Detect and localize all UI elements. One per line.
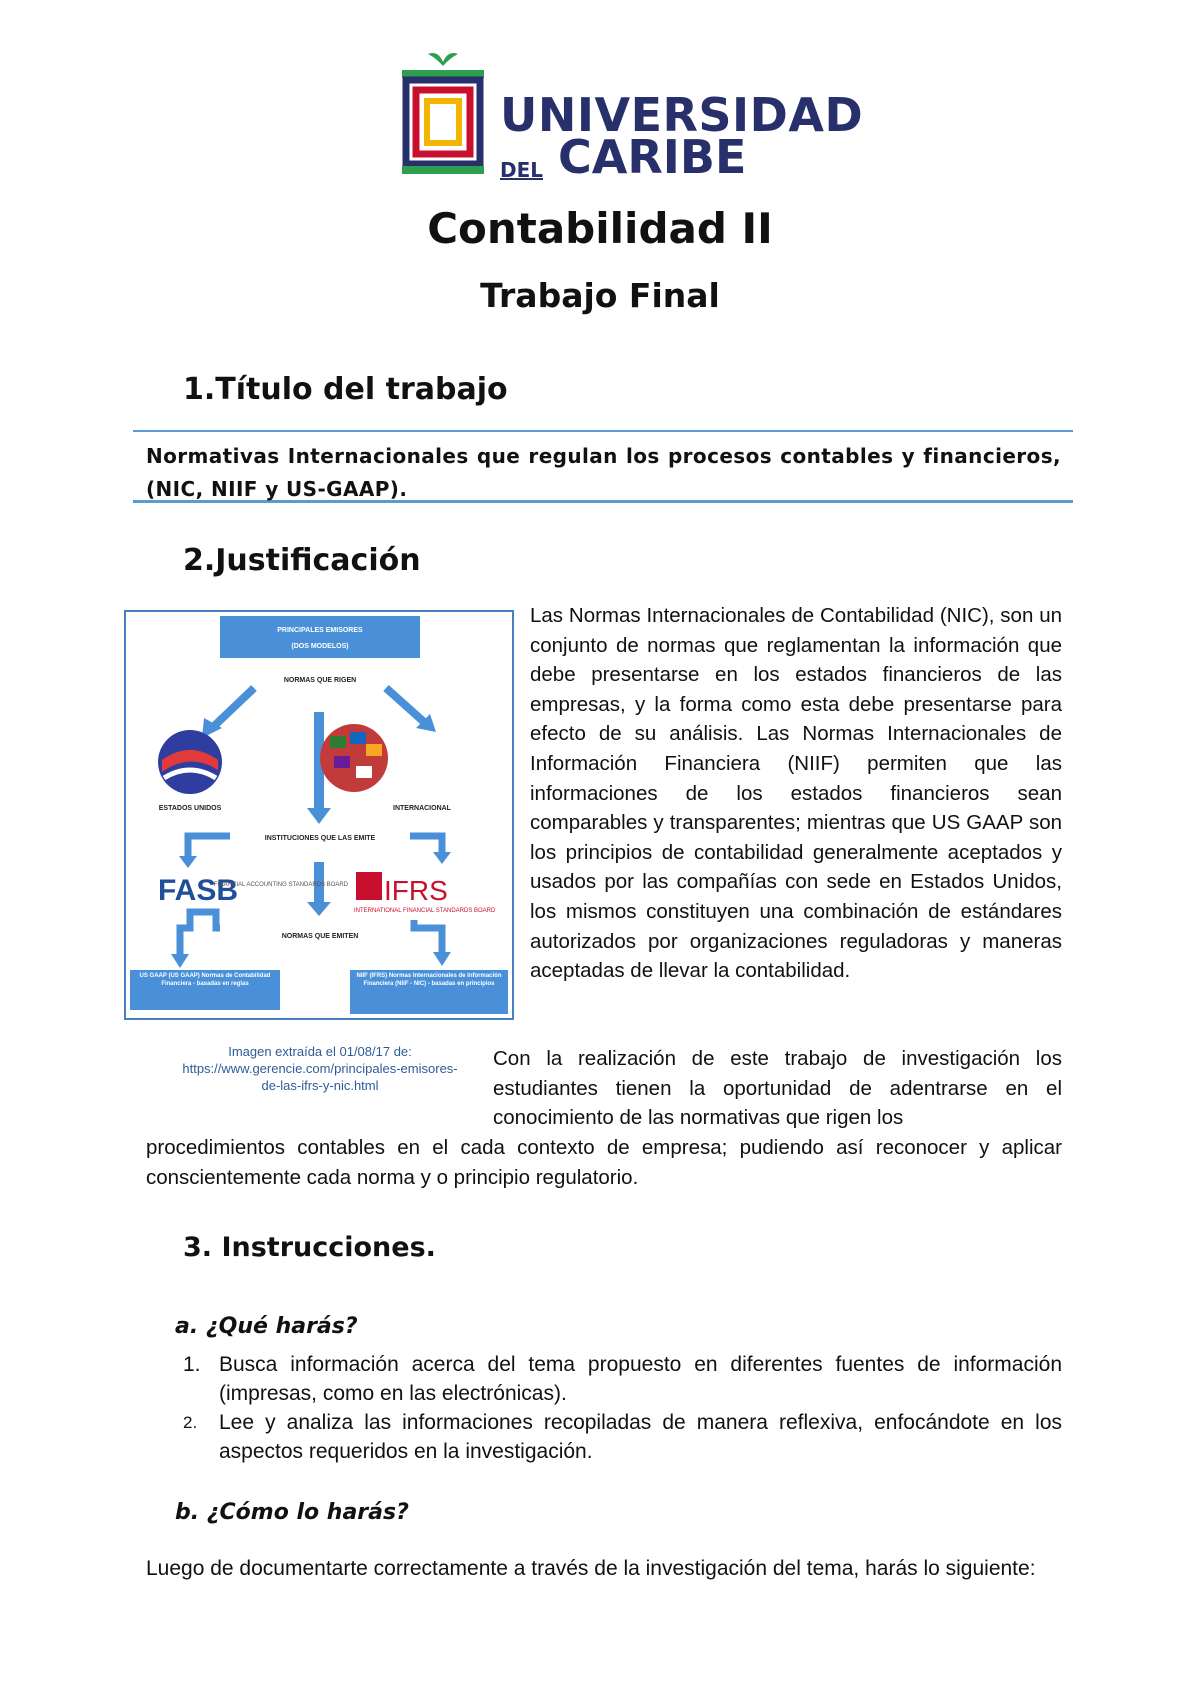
logo-word-caribe: CARIBE bbox=[558, 130, 747, 184]
caption-link[interactable] bbox=[140, 1060, 500, 1094]
list-item-number: 1. bbox=[183, 1353, 201, 1376]
label-estados-unidos: ESTADOS UNIDOS bbox=[158, 805, 222, 812]
top-box-line2: (DOS MODELOS) bbox=[291, 643, 349, 650]
label-internacional: INTERNACIONAL bbox=[393, 805, 451, 812]
work-title-box bbox=[133, 430, 1073, 503]
list-item: Busca información acerca del tema propuesto en diferentes fuentes de información (impresas, como en las electrónicas). bbox=[219, 1353, 1062, 1405]
box-niif-text: NIIF (IFRS) Normas Internacionales de Información Financiera (NIIF - NIC) - basadas en principios bbox=[356, 973, 502, 987]
justification-paragraph-2a: Con la realización de este trabajo de investigación los estudiantes tienen la oportunidad de adentrarse en el conocimiento de las normativas que rigen los bbox=[493, 1047, 1062, 1130]
work-title-text: Normativas Internacionales que regulan los procesos contables y financieros, (NIC, NIIF y US-GAAP). bbox=[146, 444, 1061, 501]
fasb-subtitle: FINANCIAL ACCOUNTING STANDARDS BOARD bbox=[214, 882, 349, 888]
image-caption bbox=[140, 1043, 500, 1094]
subheading-que-haras: a. ¿Qué harás? bbox=[175, 1314, 358, 1339]
fasb-logo-text: FASB bbox=[158, 874, 239, 907]
top-box bbox=[220, 616, 420, 658]
justification-paragraph-1: Las Normas Internacionales de Contabilidad (NIC), son un conjunto de normas que reglamentan la información que debe presentarse en los estados financieros de las empresas, y la forma como esta debe presentarse para efecto de su análisis. Las Normas Internacionales de Información Financiera (NIIF) permiten que las informaciones de los estados financieros sean comparables y transparentes; mientras que US GAAP son los principios de contabilidad generalmente aceptados y usados por las compañías con sede en Estados Unidos, los mismos constituyen una combinación de estándares autorizados por organizaciones reguladoras y maneras aceptadas de llevar la contabilidad. bbox=[530, 604, 1062, 983]
instructions-paragraph: Luego de documentarte correctamente a través de la investigación del tema, harás lo siguiente: bbox=[146, 1557, 1036, 1580]
caption-line-2: https://www.gerencie.com/principales-emisores- bbox=[182, 1061, 458, 1076]
list-item-number: 2. bbox=[183, 1413, 198, 1432]
label-instituciones: INSTITUCIONES QUE LAS EMITE bbox=[264, 835, 376, 842]
university-logo bbox=[398, 48, 864, 184]
diagram-svg bbox=[124, 610, 514, 1020]
ifrs-subtitle: INTERNATIONAL FINANCIAL STANDARDS BOARD bbox=[354, 908, 496, 914]
label-normas-rigen: NORMAS QUE RIGEN bbox=[283, 677, 357, 684]
ifrs-logo-icon bbox=[356, 872, 382, 900]
box-us-gaap-text: US GAAP (US GAAP) Normas de Contabilidad Financiera - basadas en reglas bbox=[139, 973, 271, 987]
section-heading-justificacion: 2.Justificación bbox=[183, 543, 421, 578]
subheading-como-haras: b. ¿Cómo lo harás? bbox=[175, 1500, 409, 1525]
document-subtitle: Trabajo Final bbox=[480, 276, 720, 315]
justification-paragraph-2b: procedimientos contables en el cada contexto de empresa; pudiendo así reconocer y aplicar conscientemente cada norma y o principio regulatorio. bbox=[146, 1136, 1062, 1189]
caption-line-3: de-las-ifrs-y-nic.html bbox=[261, 1078, 379, 1093]
section-heading-instrucciones: 3. Instrucciones. bbox=[183, 1232, 436, 1263]
logo-emblem-icon bbox=[398, 48, 488, 178]
document-title: Contabilidad II bbox=[427, 204, 773, 253]
logo-word-universidad: UNIVERSIDAD bbox=[500, 88, 864, 142]
logo-word-del: DEL bbox=[500, 158, 544, 182]
top-box-line1: PRINCIPALES EMISORES bbox=[277, 627, 363, 634]
label-normas-emiten: NORMAS QUE EMITEN bbox=[281, 933, 359, 940]
list-item: Lee y analiza las informaciones recopiladas de manera reflexiva, enfocándote en los aspectos requeridos en la investigación. bbox=[219, 1411, 1062, 1463]
ifrs-logo-text: IFRS bbox=[384, 875, 448, 906]
caption-line-1: Imagen extraída el 01/08/17 de: bbox=[228, 1044, 412, 1059]
section-heading-titulo: 1.Título del trabajo bbox=[183, 372, 508, 407]
emitters-diagram bbox=[124, 610, 514, 1020]
